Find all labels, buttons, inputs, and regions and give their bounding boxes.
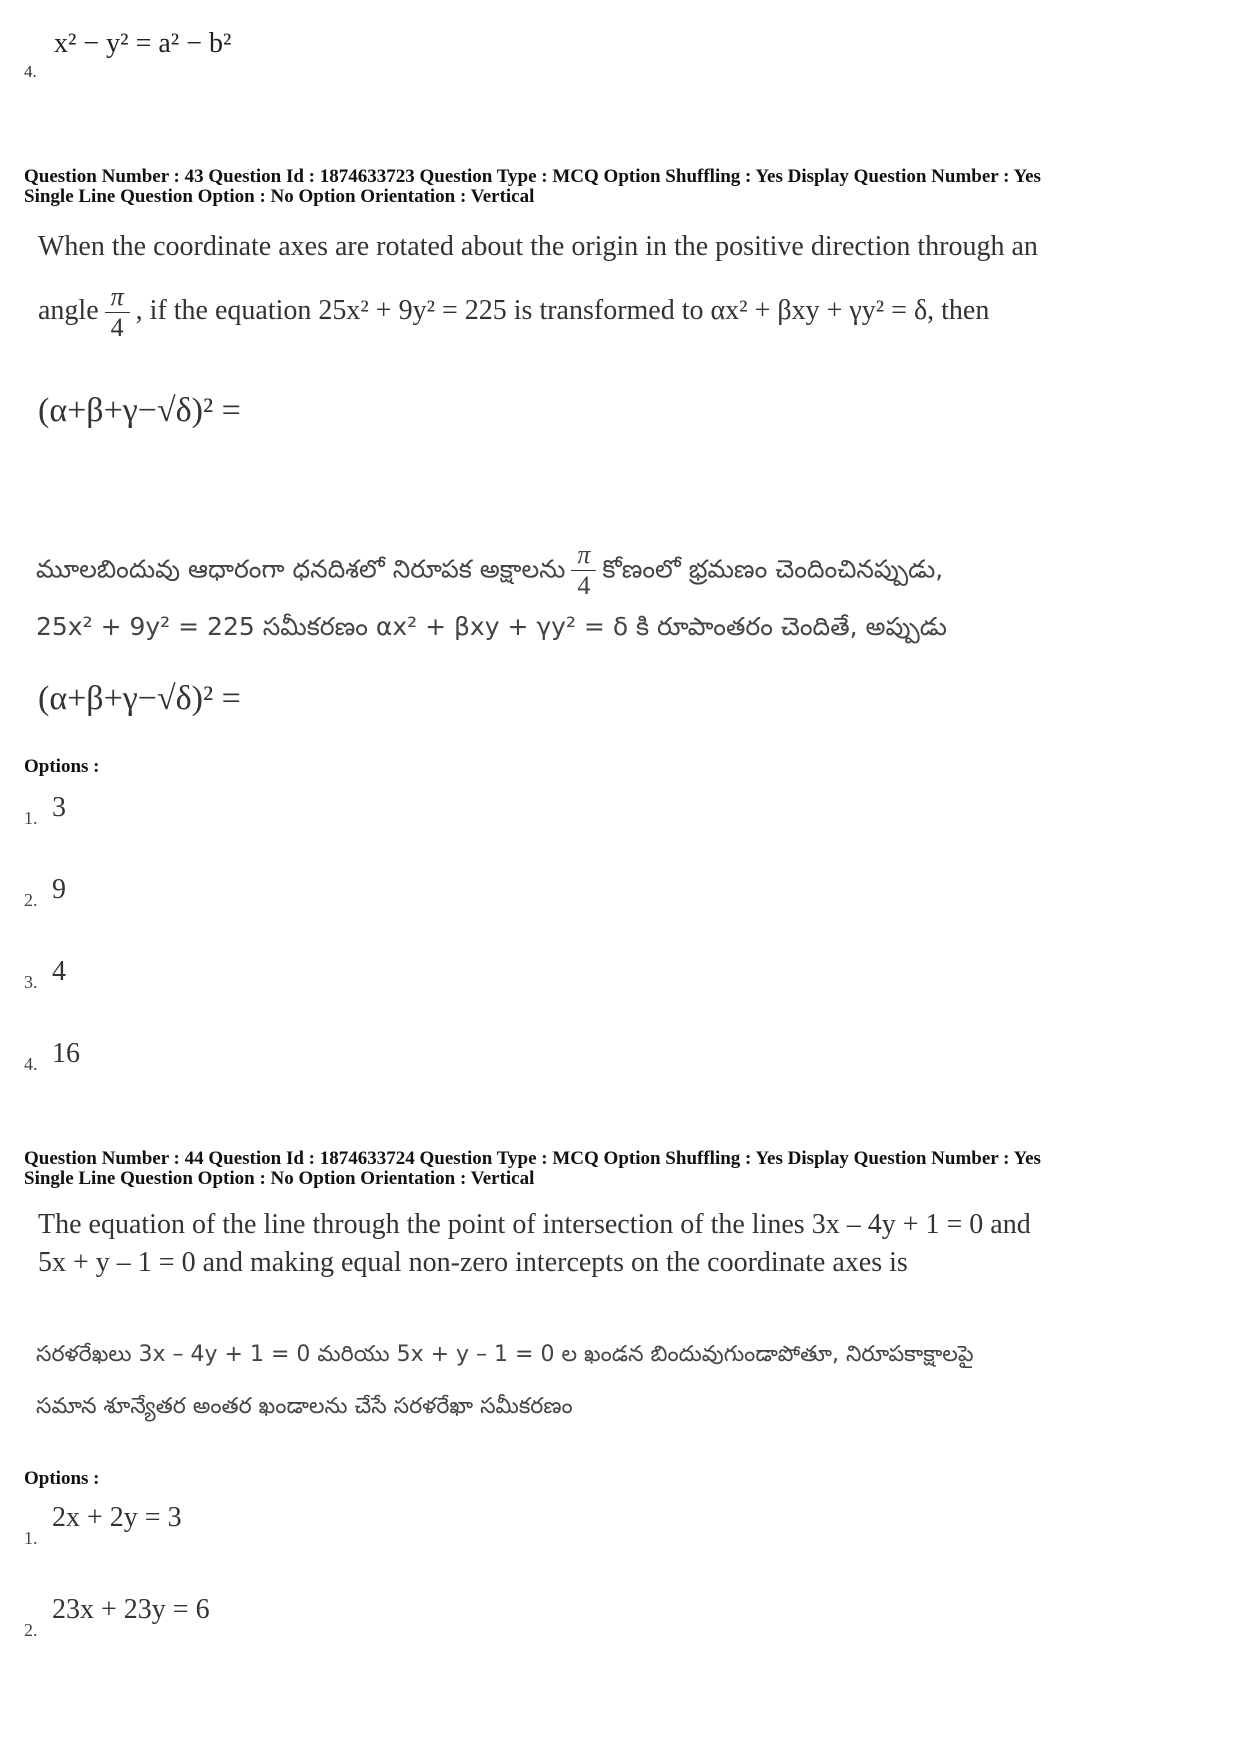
q44-english-line2: 5x + y – 1 = 0 and making equal non-zero intercepts on the coordinate axes is bbox=[38, 1247, 908, 1278]
q43-pi-over-4-fraction: $\frac{\pi}{4}$ bbox=[105, 282, 130, 343]
option-value: 9 bbox=[52, 874, 66, 905]
option-value: 2x + 2y = 3 bbox=[52, 1502, 182, 1533]
q43-telugu-line2: 25x² + 9y² = 225 సమీకరణం αx² + βxy + γy² = δ కి రూపాంతరం చెందితే, అప్పుడు bbox=[36, 612, 947, 641]
q44-meta-line1: Question Number : 44 Question Id : 1874633724 Question Type : MCQ Option Shuffling : Yes Display Question Number : Yes bbox=[24, 1148, 1041, 1169]
q43-english-line1: When the coordinate axes are rotated about the origin in the positive direction through an bbox=[38, 231, 1038, 262]
option-number: 1. bbox=[24, 1528, 38, 1548]
q43-english-line2 bbox=[38, 282, 989, 343]
prev-option-number: 4. bbox=[24, 62, 37, 81]
option-value: 23x + 23y = 6 bbox=[52, 1594, 210, 1625]
q43-telugu-line1-b: కోణంలో భ్రమణం చెందించినప్పుడు, bbox=[602, 554, 944, 584]
q44-meta-line2: Single Line Question Option : No Option Orientation : Vertical bbox=[24, 1168, 535, 1189]
option-value: 16 bbox=[52, 1038, 80, 1069]
q44-telugu-line2: సమాన శూన్యేతర అంతర ఖండాలను చేసే సరళరేఖా సమీకరణం bbox=[36, 1394, 573, 1419]
prev-option-expression: x² − y² = a² − b² bbox=[54, 28, 232, 59]
q44-options-label: Options : bbox=[24, 1468, 100, 1489]
q43-telugu-expression: (α+β+γ−√δ)² = bbox=[38, 680, 241, 717]
q43-telugu-fraction: $\frac{\pi}{4}$ bbox=[571, 540, 596, 601]
q43-english-line2-rest: , if the equation 25x² + 9y² = 225 is transformed to αx² + βxy + γy² = δ, then bbox=[135, 294, 990, 326]
q44-telugu-line1: సరళరేఖలు 3x – 4y + 1 = 0 మరియు 5x + y – 1 = 0 ల ఖండన బిందువుగుండాపోతూ, నిరూపకాక్షాలపై bbox=[36, 1342, 974, 1367]
q43-meta-line2: Single Line Question Option : No Option Orientation : Vertical bbox=[24, 186, 535, 207]
option-number: 4. bbox=[24, 1054, 38, 1074]
q43-meta-line1: Question Number : 43 Question Id : 1874633723 Question Type : MCQ Option Shuffling : Yes Display Question Number : Yes bbox=[24, 166, 1041, 187]
q43-options-label: Options : bbox=[24, 756, 100, 777]
option-number: 2. bbox=[24, 1620, 38, 1640]
option-number: 2. bbox=[24, 890, 38, 910]
option-number: 1. bbox=[24, 808, 38, 828]
q43-telugu-line1 bbox=[36, 540, 943, 601]
option-number: 3. bbox=[24, 972, 38, 992]
q43-telugu-line1-a: మూలబిందువు ఆధారంగా ధనదిశలో నిరూపక అక్షాలను bbox=[36, 554, 566, 584]
q43-english-expression: (α+β+γ−√δ)² = bbox=[38, 392, 241, 429]
option-value: 3 bbox=[52, 792, 66, 823]
option-value: 4 bbox=[52, 956, 66, 987]
q43-angle-word: angle bbox=[38, 294, 99, 326]
q44-english-line1: The equation of the line through the point of intersection of the lines 3x – 4y + 1 = 0 and bbox=[38, 1209, 1031, 1240]
